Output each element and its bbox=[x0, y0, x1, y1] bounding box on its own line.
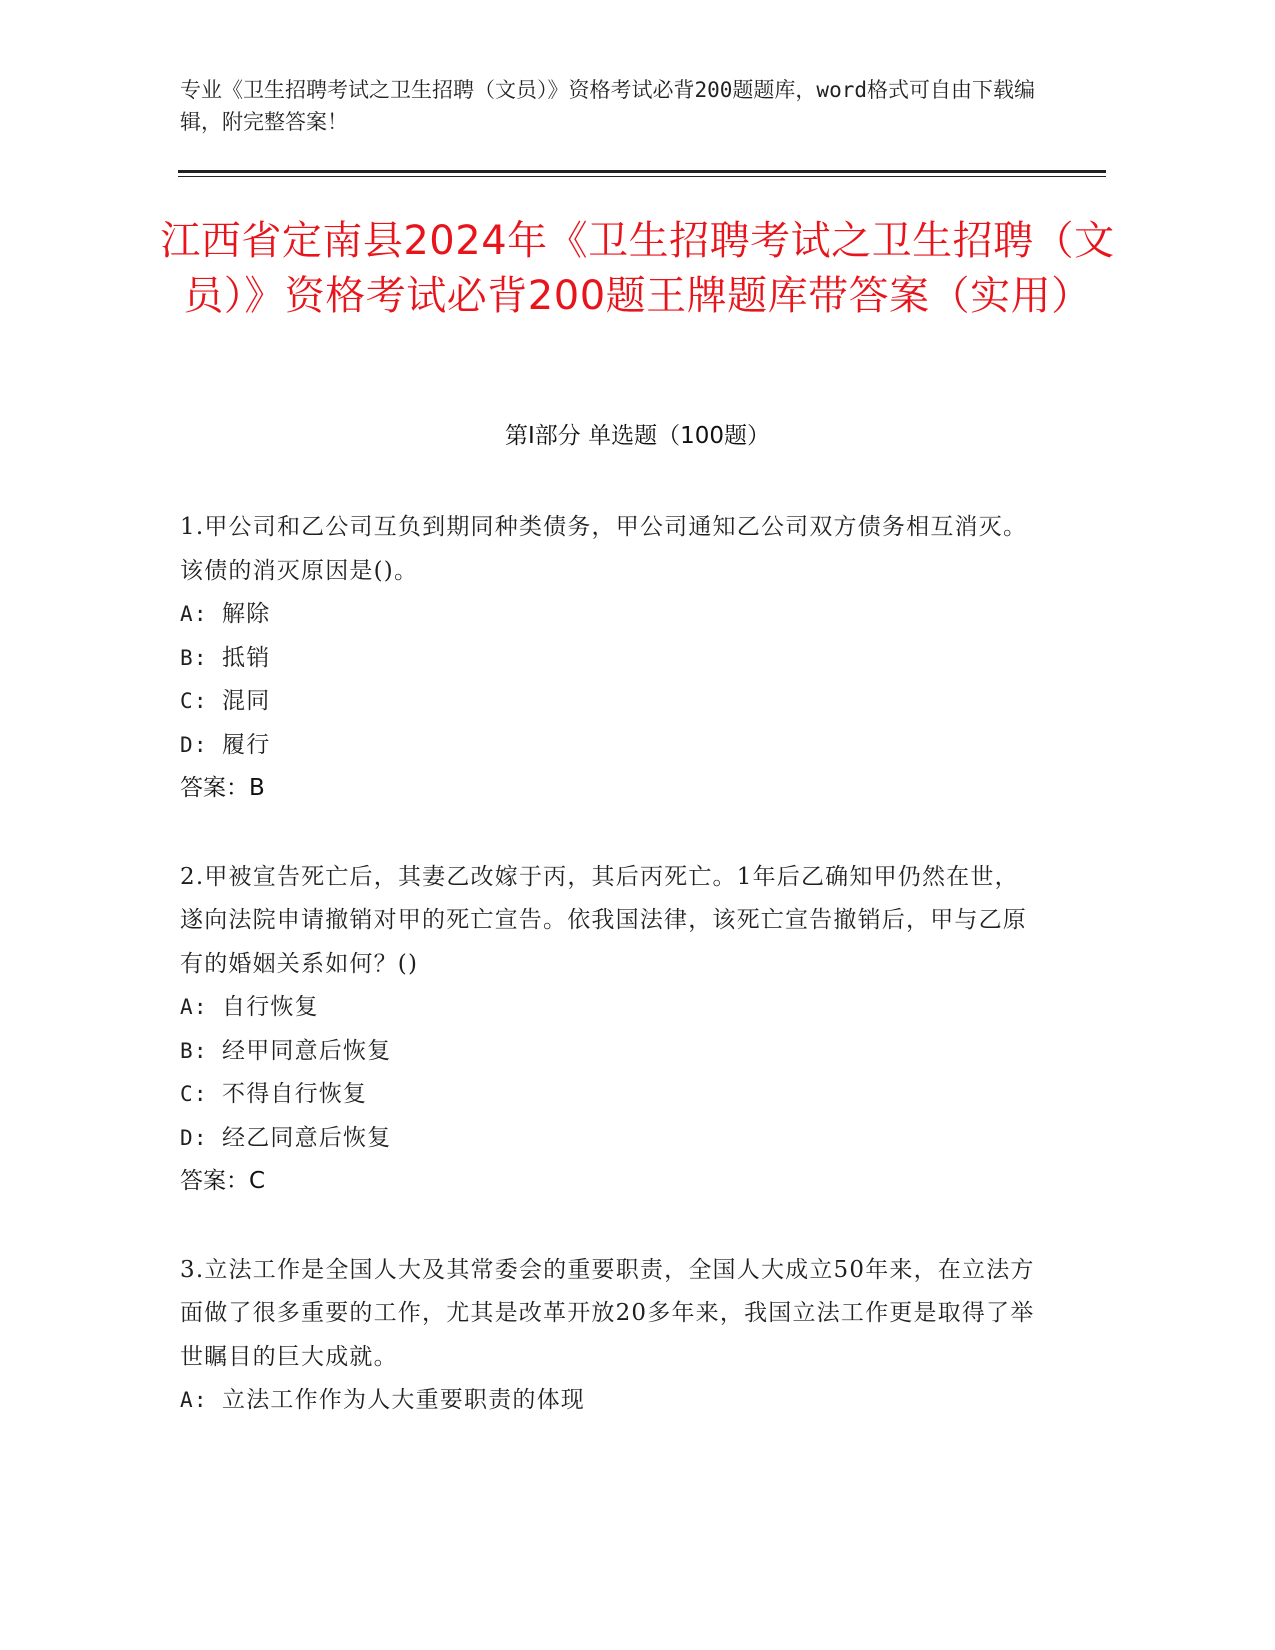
option-key: D: bbox=[180, 732, 208, 757]
question-item bbox=[180, 506, 1040, 811]
option-key: A: bbox=[180, 995, 208, 1019]
option-item bbox=[180, 680, 1040, 724]
option-item bbox=[180, 1117, 1040, 1161]
answer-text: 答案：B bbox=[180, 775, 265, 801]
answer-text: 答案：C bbox=[180, 1168, 266, 1194]
option-item bbox=[180, 593, 1040, 637]
option-label: 立法工作作为人大重要职责的体现 bbox=[222, 1387, 585, 1413]
option-label: 不得自行恢复 bbox=[222, 1081, 368, 1107]
header-note: 专业《卫生招聘考试之卫生招聘（文员）》资格考试必背200题题库，word格式可自由下载编辑，附完整答案！ bbox=[180, 78, 1035, 134]
section-title: 第Ⅰ部分 单选题（100题） bbox=[505, 423, 770, 449]
option-key: B: bbox=[180, 645, 208, 670]
option-label: 自行恢复 bbox=[222, 994, 319, 1020]
option-key: C: bbox=[180, 689, 208, 713]
header-rule-thin bbox=[178, 176, 1106, 177]
header-rule-thick bbox=[178, 170, 1106, 173]
option-key: B: bbox=[180, 1038, 208, 1063]
option-label: 混同 bbox=[222, 688, 271, 714]
option-label: 抵销 bbox=[222, 644, 271, 671]
option-item bbox=[180, 1030, 1040, 1074]
option-key: D: bbox=[180, 1125, 208, 1150]
question-item bbox=[180, 856, 1040, 1204]
option-key: C: bbox=[180, 1082, 208, 1106]
option-item bbox=[180, 724, 1040, 768]
option-label: 解除 bbox=[222, 601, 271, 627]
question-text: 2.甲被宣告死亡后，其妻乙改嫁于丙，其后丙死亡。1年后乙确知甲仍然在世，遂向法院申请撤销对甲的死亡宣告。依我国法律，该死亡宣告撤销后，甲与乙原有的婚姻关系如何？() bbox=[180, 863, 1027, 977]
option-item bbox=[180, 1073, 1040, 1117]
option-item bbox=[180, 1379, 1040, 1423]
option-label: 经乙同意后恢复 bbox=[222, 1124, 392, 1151]
option-item bbox=[180, 637, 1040, 681]
document-title: 江西省定南县2024年《卫生招聘考试之卫生招聘（文员）》资格考试必背200题王牌题库带答案（实用） bbox=[160, 218, 1115, 319]
question-text: 1.甲公司和乙公司互负到期同种类债务，甲公司通知乙公司双方债务相互消灭。该债的消灭原因是()。 bbox=[180, 514, 1028, 584]
question-item bbox=[180, 1249, 1040, 1423]
option-label: 履行 bbox=[222, 731, 271, 758]
option-key: A: bbox=[180, 1388, 208, 1412]
option-label: 经甲同意后恢复 bbox=[222, 1037, 392, 1064]
option-key: A: bbox=[180, 602, 208, 626]
question-list bbox=[180, 506, 1040, 1468]
question-text: 3.立法工作是全国人大及其常委会的重要职责，全国人大成立50年来，在立法方面做了很多重要的工作，尤其是改革开放20多年来，我国立法工作更是取得了举世瞩目的巨大成就。 bbox=[180, 1256, 1035, 1370]
option-item bbox=[180, 986, 1040, 1030]
